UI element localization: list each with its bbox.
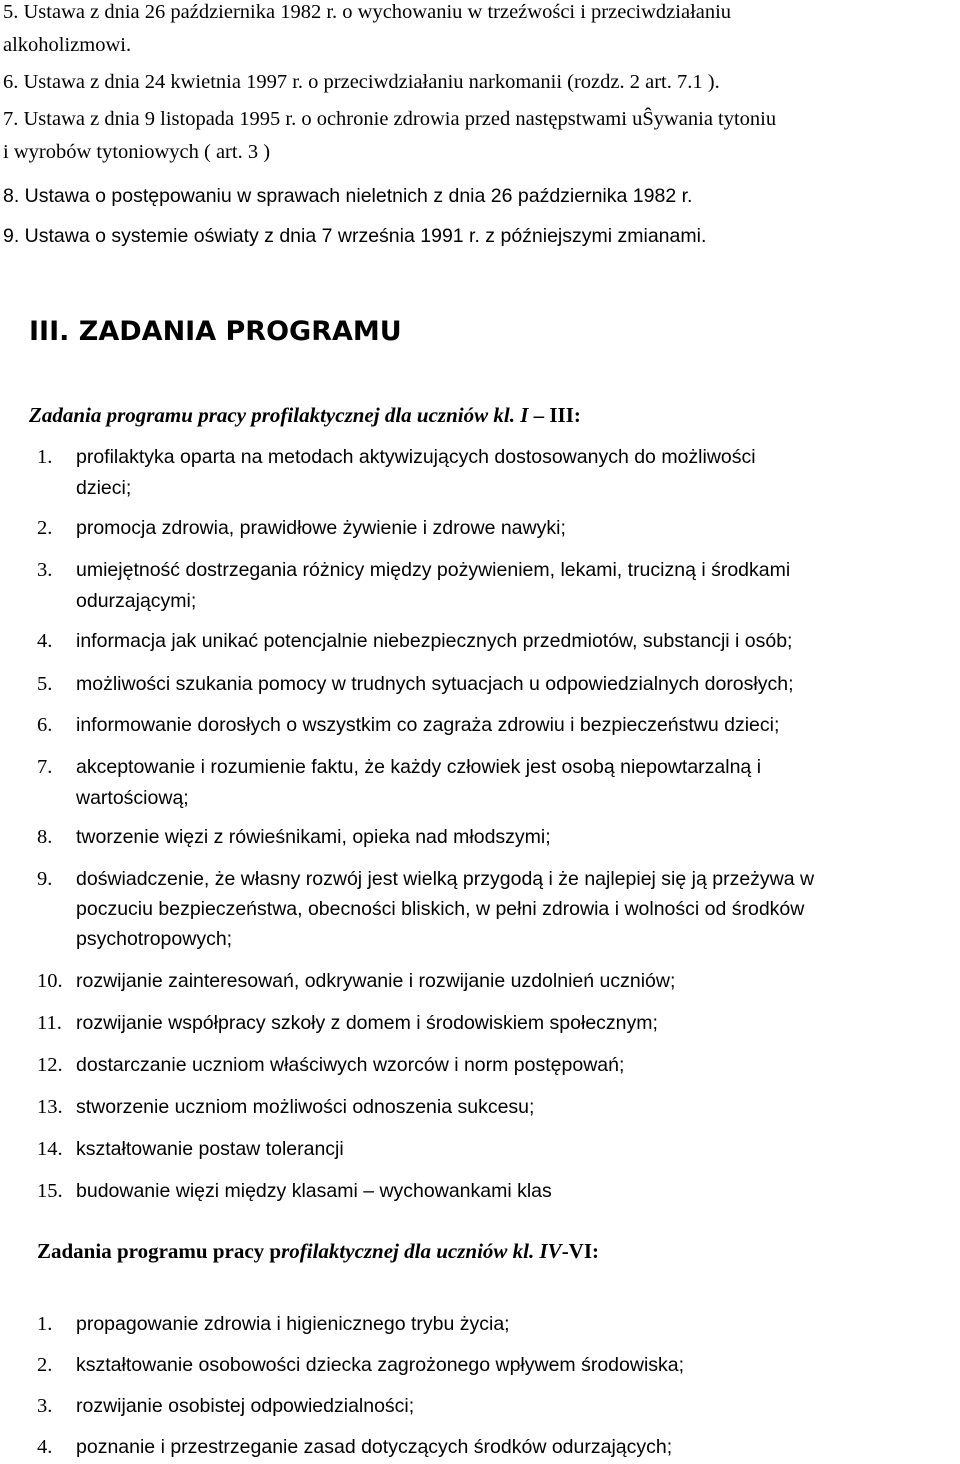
law-item-7-line-1: 7. Ustawa z dnia 9 listopada 1995 r. o ochronie zdrowia przed następstwami uŜywania tytoniu bbox=[3, 108, 777, 130]
list-item-number: 13. bbox=[37, 1096, 63, 1118]
list-item-text: promocja zdrowia, prawidłowe żywienie i zdrowe nawyki; bbox=[76, 517, 566, 539]
list-item-text: odurzającymi; bbox=[76, 590, 197, 612]
list-item-number: 10. bbox=[37, 970, 63, 992]
list-item-text: doświadczenie, że własny rozwój jest wielką przygodą i że najlepiej się ją przeżywa w bbox=[76, 868, 815, 890]
subheading-grades-4-6-end: -VI: bbox=[561, 1239, 600, 1263]
list-item-text: kształtowanie osobowości dziecka zagrożonego wpływem środowiska; bbox=[76, 1354, 685, 1376]
subheading-grades-4-6-plain: Zadania programu pracy p bbox=[37, 1239, 282, 1263]
list-item-number: 6. bbox=[37, 714, 53, 736]
list-item-text: stworzenie uczniom możliwości odnoszenia sukcesu; bbox=[76, 1096, 535, 1118]
list-item-number: 5. bbox=[37, 673, 53, 695]
list-item-number: 3. bbox=[37, 559, 53, 581]
list-item-text: tworzenie więzi z rówieśnikami, opieka nad młodszymi; bbox=[76, 826, 551, 848]
list-item-text: budowanie więzi między klasami – wychowankami klas bbox=[76, 1180, 552, 1202]
list-item-text: umiejętność dostrzegania różnicy między pożywieniem, lekami, trucizną i środkami bbox=[76, 559, 791, 581]
law-item-7-line-2: i wyrobów tytoniowych ( art. 3 ) bbox=[3, 141, 271, 163]
list-item-text: poznanie i przestrzeganie zasad dotyczących środków odurzających; bbox=[76, 1436, 673, 1458]
list-item-text: rozwijanie osobistej odpowiedzialności; bbox=[76, 1395, 415, 1417]
list-item-number: 15. bbox=[37, 1180, 63, 1202]
list-item-text: akceptowanie i rozumienie faktu, że każdy człowiek jest osobą niepowtarzalną i bbox=[76, 756, 762, 778]
list-item-text: rozwijanie współpracy szkoły z domem i środowiskiem społecznym; bbox=[76, 1012, 658, 1034]
list-item-number: 1. bbox=[37, 446, 53, 468]
list-item-number: 9. bbox=[37, 868, 53, 890]
law-item-8: 8. Ustawa o postępowaniu w sprawach nieletnich z dnia 26 października 1982 r. bbox=[3, 185, 693, 207]
list-item-number: 7. bbox=[37, 756, 53, 778]
list-item-text: informacja jak unikać potencjalnie niebezpiecznych przedmiotów, substancji i osób; bbox=[76, 630, 793, 652]
list-item-number: 14. bbox=[37, 1138, 63, 1160]
list-item-number: 4. bbox=[37, 630, 53, 652]
subheading-grades-1-3-main: Zadania programu pracy profilaktycznej dla uczniów kl. I bbox=[29, 403, 529, 427]
subheading-grades-4-6 bbox=[37, 1238, 599, 1264]
list-item-number: 3. bbox=[37, 1395, 53, 1417]
subheading-grades-1-3-end: III: bbox=[549, 403, 581, 427]
list-item-text: wartościową; bbox=[76, 787, 189, 809]
law-item-5-line-2: alkoholizmowi. bbox=[3, 34, 132, 56]
list-item-text: psychotropowych; bbox=[76, 928, 233, 950]
list-item-text: propagowanie zdrowia i higienicznego trybu życia; bbox=[76, 1313, 510, 1335]
list-item-text: dostarczanie uczniom właściwych wzorców i norm postępowań; bbox=[76, 1054, 625, 1076]
list-item-number: 11. bbox=[37, 1012, 62, 1034]
list-item-text: informowanie dorosłych o wszystkim co zagraża zdrowiu i bezpieczeństwu dzieci; bbox=[76, 714, 780, 736]
list-item-number: 2. bbox=[37, 1354, 53, 1376]
list-item-number: 4. bbox=[37, 1436, 53, 1458]
list-item-text: kształtowanie postaw tolerancji bbox=[76, 1138, 344, 1160]
list-item-number: 12. bbox=[37, 1054, 63, 1076]
subheading-grades-1-3-dash: – bbox=[528, 403, 550, 427]
list-item-number: 2. bbox=[37, 517, 53, 539]
law-item-5-line-1: 5. Ustawa z dnia 26 października 1982 r. o wychowaniu w trzeźwości i przeciwdziałaniu bbox=[3, 1, 732, 23]
law-item-9: 9. Ustawa o systemie oświaty z dnia 7 września 1991 r. z późniejszymi zmianami. bbox=[3, 225, 707, 247]
list-item-text: rozwijanie zainteresowań, odkrywanie i rozwijanie uzdolnień uczniów; bbox=[76, 970, 676, 992]
list-item-number: 1. bbox=[37, 1313, 53, 1335]
subheading-grades-1-3 bbox=[29, 402, 581, 428]
law-item-6: 6. Ustawa z dnia 24 kwietnia 1997 r. o przeciwdziałaniu narkomanii (rozdz. 2 art. 7.1 ). bbox=[3, 71, 720, 93]
section-heading: III. ZADANIA PROGRAMU bbox=[29, 316, 402, 347]
list-item-text: możliwości szukania pomocy w trudnych sytuacjach u odpowiedzialnych dorosłych; bbox=[76, 673, 794, 695]
list-item-text: poczuciu bezpieczeństwa, obecności bliskich, w pełni zdrowia i wolności od środków bbox=[76, 898, 805, 920]
subheading-grades-4-6-italic: rofilaktycznej dla uczniów kl. IV bbox=[281, 1239, 562, 1263]
list-item-text: profilaktyka oparta na metodach aktywizujących dostosowanych do możliwości bbox=[76, 446, 756, 468]
list-item-number: 8. bbox=[37, 826, 53, 848]
list-item-text: dzieci; bbox=[76, 477, 132, 499]
